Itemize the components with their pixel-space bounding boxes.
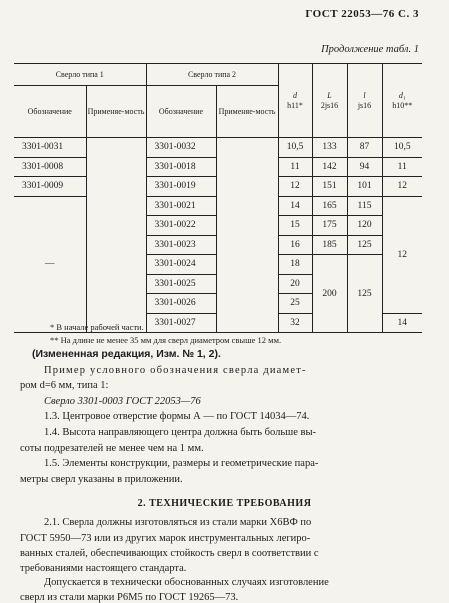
section-title: 2. ТЕХНИЧЕСКИЕ ТРЕБОВАНИЯ xyxy=(137,498,312,509)
t2-designation: 3301-0025 xyxy=(146,274,216,294)
cell-d: 16 xyxy=(278,235,312,255)
para-2-2-line-2: сверл из стали марки Р6М5 по ГОСТ 19265—73. xyxy=(20,592,239,603)
t2-designation: 3301-0026 xyxy=(146,294,216,314)
t2-designation: 3301-0024 xyxy=(146,255,216,275)
t2-applicability xyxy=(216,216,278,236)
sub-applicability-1: Применяе-мость xyxy=(86,86,146,138)
cell-l: 125 xyxy=(347,235,382,255)
t2-designation: 3301-0018 xyxy=(146,157,216,177)
para-2-1-line-2: ГОСТ 5950—73 или из других марок инструментальных легиро- xyxy=(20,533,311,544)
cell-d: 32 xyxy=(278,313,312,333)
drill-table xyxy=(14,63,422,333)
sub-applicability-2: Применяе-мость xyxy=(216,86,278,138)
table-row xyxy=(14,157,422,177)
t2-applicability xyxy=(216,294,278,314)
t2-applicability xyxy=(216,313,278,333)
para-1-4-line-1: 1.4. Высота направляющего центра должна быть больше вы- xyxy=(44,427,317,438)
cell-l: 94 xyxy=(347,157,382,177)
footnote-1: * В начале рабочей части. xyxy=(50,322,144,332)
cell-L: 165 xyxy=(312,196,347,216)
cell-L: 133 xyxy=(312,138,347,158)
example-designation: Сверло 3301-0003 ГОСТ 22053—76 xyxy=(44,396,201,407)
cell-L: 175 xyxy=(312,216,347,236)
t1-designation: 3301-0031 xyxy=(14,138,86,158)
sub-designation-1: Обозначение xyxy=(14,86,86,138)
t2-applicability xyxy=(216,138,278,158)
cell-l: 125 xyxy=(347,255,382,333)
col-d-header: d h11* xyxy=(278,64,312,138)
t1-applicability xyxy=(86,177,146,197)
table-continuation-label: Продолжение табл. 1 xyxy=(321,44,419,55)
cell-d1: 10,5 xyxy=(382,138,422,158)
amendment-note: (Измененная редакция, Изм. № 1, 2). xyxy=(32,348,221,360)
t2-applicability xyxy=(216,157,278,177)
group2-header: Сверло типа 2 xyxy=(146,64,278,86)
t2-applicability xyxy=(216,255,278,275)
col-L-header: L 2js16 xyxy=(312,64,347,138)
cell-l: 101 xyxy=(347,177,382,197)
cell-d: 11 xyxy=(278,157,312,177)
cell-L: 142 xyxy=(312,157,347,177)
footnote-2: ** На длине не менее 35 мм для сверл диаметром свыше 12 мм. xyxy=(50,335,282,345)
t2-designation: 3301-0023 xyxy=(146,235,216,255)
para-1-5-line-1: 1.5. Элементы конструкции, размеры и геометрические пара- xyxy=(44,458,319,469)
para-2-1-line-4: требованиями настоящего стандарта. xyxy=(20,563,187,574)
para-1-4-line-2: соты подрезателей не менее чем на 1 мм. xyxy=(20,443,204,454)
cell-d1: 12 xyxy=(382,196,422,313)
cell-L: 151 xyxy=(312,177,347,197)
cell-l: 115 xyxy=(347,196,382,216)
t2-designation: 3301-0027 xyxy=(146,313,216,333)
cell-d: 12 xyxy=(278,177,312,197)
t2-designation: 3301-0022 xyxy=(146,216,216,236)
cell-d: 18 xyxy=(278,255,312,275)
para-2-1-line-1: 2.1. Сверла должны изготовляться из стали марки Х6ВФ по xyxy=(44,517,312,528)
t2-applicability xyxy=(216,274,278,294)
t1-applicability xyxy=(86,196,146,333)
t2-designation: 3301-0032 xyxy=(146,138,216,158)
cell-d1: 12 xyxy=(382,177,422,197)
para-2-1-line-3: ванных сталей, обеспечивающих стойкость сверл в соответствии с xyxy=(20,548,319,559)
table-row xyxy=(14,196,422,216)
para-1-3: 1.3. Центровое отверстие формы А — по ГОСТ 14034—74. xyxy=(44,411,310,422)
t1-designation: 3301-0008 xyxy=(14,157,86,177)
cell-d: 14 xyxy=(278,196,312,216)
sub-designation-2: Обозначение xyxy=(146,86,216,138)
example-line-1: Пример условного обозначения сверла диамет- xyxy=(44,365,307,376)
page-header: ГОСТ 22053—76 С. 3 xyxy=(305,8,419,20)
cell-d: 10,5 xyxy=(278,138,312,158)
cell-l: 87 xyxy=(347,138,382,158)
t2-applicability xyxy=(216,177,278,197)
para-1-5-line-2: метры сверл указаны в приложении. xyxy=(20,474,183,485)
t2-applicability xyxy=(216,196,278,216)
para-2-2-line-1: Допускается в технически обоснованных случаях изготовление xyxy=(44,577,329,588)
group1-header: Сверло типа 1 xyxy=(14,64,146,86)
col-l-header: l js16 xyxy=(347,64,382,138)
table-row xyxy=(14,177,422,197)
col-d1-header: d₁ h10** xyxy=(382,64,422,138)
cell-d: 15 xyxy=(278,216,312,236)
cell-d: 25 xyxy=(278,294,312,314)
cell-d1: 14 xyxy=(382,313,422,333)
cell-d: 20 xyxy=(278,274,312,294)
t1-designation: 3301-0009 xyxy=(14,177,86,197)
cell-d1: 11 xyxy=(382,157,422,177)
cell-L: 185 xyxy=(312,235,347,255)
t2-applicability xyxy=(216,235,278,255)
t1-dash: — xyxy=(14,196,86,333)
t2-designation: 3301-0021 xyxy=(146,196,216,216)
table-row xyxy=(14,138,422,158)
t2-designation: 3301-0019 xyxy=(146,177,216,197)
example-line-2: ром d=6 мм, типа 1: xyxy=(20,380,109,391)
t1-applicability xyxy=(86,157,146,177)
cell-l: 120 xyxy=(347,216,382,236)
t1-applicability xyxy=(86,138,146,158)
cell-L: 200 xyxy=(312,255,347,333)
